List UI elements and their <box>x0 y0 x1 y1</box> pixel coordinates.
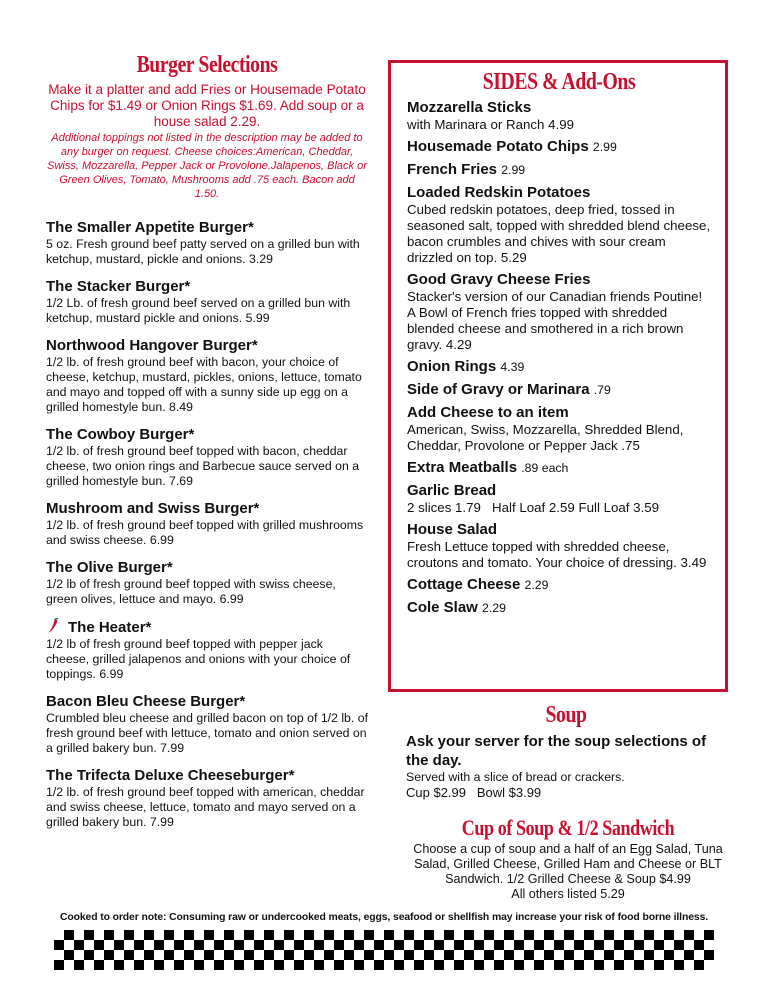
burger-item-title: Mushroom and Swiss Burger* <box>46 500 260 518</box>
soup-prices: Cup $2.99 Bowl $3.99 <box>406 785 542 801</box>
burger-item-name <box>46 337 368 355</box>
burger-item-desc-text: 1/2 lb. of fresh ground beef with bacon, your choice of cheese, ketchup, mustard, pickles, onions, lettuce, tomato and mayo and topped off with a sunny side up egg on a grilled homestyle bun. <box>46 355 362 415</box>
side-item <box>407 99 711 133</box>
burger-item-description <box>46 518 368 548</box>
burger-item-description <box>46 637 368 682</box>
combo-others-price: All others listed 5.29 <box>511 887 625 902</box>
combo-section-title: Cup of Soup & 1/2 Sandwich <box>461 815 675 840</box>
burger-item-price: 7.69 <box>169 474 193 489</box>
burger-item-price: 5.99 <box>245 311 270 326</box>
burger-item-name <box>46 219 368 237</box>
burger-item-desc-text: 1/2 Lb. of fresh ground beef served on a grilled bun with ketchup, mustard pickle and onions. <box>46 296 351 326</box>
side-item-description: with Marinara or Ranch 4.99 <box>407 117 575 133</box>
burger-item-price: 8.49 <box>169 400 193 415</box>
side-item-price: 2.99 <box>501 163 526 178</box>
side-item-title: Cottage Cheese <box>407 576 521 594</box>
side-item-title: Onion Rings <box>407 358 497 376</box>
side-item-title: Good Gravy Cheese Fries <box>407 271 591 289</box>
burger-item <box>46 337 368 415</box>
side-item-price: 2.29 <box>524 578 549 593</box>
burger-item-name <box>46 618 368 637</box>
combo-description: Choose a cup of soup and a half of an Egg Salad, Tuna Salad, Grilled Cheese, Grilled Ham and Cheese or BLT Sandwich. 1/2 Grilled Cheese & Soup $4.99 <box>413 842 723 887</box>
side-item-title: Add Cheese to an item <box>407 404 569 422</box>
side-item-title: Extra Meatballs <box>407 459 518 477</box>
burger-item-name <box>46 559 368 577</box>
burger-section <box>46 52 368 830</box>
side-item-title: Housemade Potato Chips <box>407 138 589 156</box>
side-item <box>407 521 711 571</box>
side-item-name <box>407 521 711 539</box>
burger-section-title: Burger Selections <box>136 52 278 78</box>
burger-item-price: 6.99 <box>219 592 244 607</box>
burger-item-title: Bacon Bleu Cheese Burger* <box>46 693 246 711</box>
side-item-title: Side of Gravy or Marinara <box>407 381 590 399</box>
side-item-price: 2.29 <box>482 601 506 616</box>
side-item <box>407 459 711 477</box>
burger-item <box>46 559 368 607</box>
burger-item <box>46 426 368 489</box>
burger-item-name <box>46 693 368 711</box>
burger-item <box>46 767 368 830</box>
burger-item <box>46 219 368 267</box>
side-item-title: French Fries <box>407 161 498 179</box>
soup-section-title: Soup <box>545 702 587 728</box>
side-item-description: Fresh Lettuce topped with shredded cheese, croutons and tomato. Your choice of dressing. 3.49 <box>407 539 707 571</box>
burger-platter-note: Make it a platter and add Fries or Housemade Potato Chips for $1.49 or Onion Rings $1.69. Add soup or a house salad 2.29. <box>48 82 366 130</box>
burger-item-price: 6.99 <box>149 533 174 548</box>
side-item-name <box>407 482 711 500</box>
side-item-name <box>407 271 711 289</box>
side-item <box>407 271 711 353</box>
burger-item-desc-text: 1/2 lb. of fresh ground beef topped with american, cheddar and swiss cheese, lettuce, tomato and mayo served on a grilled bakery bun. <box>46 785 365 830</box>
burger-item <box>46 500 368 548</box>
food-safety-note: Cooked to order note: Consuming raw or undercooked meats, eggs, seafood or shellfish may increase your risk of food borne illness. <box>59 912 709 923</box>
side-item-title: Loaded Redskin Potatoes <box>407 184 591 202</box>
burger-item-price: 6.99 <box>99 667 124 682</box>
side-item-title: House Salad <box>407 521 498 539</box>
burger-item-description <box>46 711 368 756</box>
side-item-price: 4.39 <box>500 360 525 375</box>
burger-item-desc-text: 1/2 lb of fresh ground beef topped with swiss cheese, green olives, lettuce and mayo. <box>46 577 336 607</box>
soup-section <box>406 702 726 801</box>
side-item-title: Mozzarella Sticks <box>407 99 532 117</box>
side-item <box>407 358 711 376</box>
combo-section <box>408 816 728 902</box>
side-item-title: Cole Slaw <box>407 599 478 617</box>
burger-item-title: The Heater* <box>68 619 152 637</box>
burger-item-description <box>46 577 368 607</box>
burger-item-title: Northwood Hangover Burger* <box>46 337 258 355</box>
side-item <box>407 482 711 516</box>
burger-item-name <box>46 278 368 296</box>
side-item-name <box>407 358 711 376</box>
burger-item-name <box>46 426 368 444</box>
soup-note: Served with a slice of bread or crackers. <box>406 770 625 785</box>
side-item-name <box>407 599 711 617</box>
burger-item-title: The Trifecta Deluxe Cheeseburger* <box>46 767 295 785</box>
sides-section-title: SIDES & Add-Ons <box>482 69 636 95</box>
side-item <box>407 381 711 399</box>
burger-item-name <box>46 500 368 518</box>
burger-item <box>46 278 368 326</box>
sides-list <box>407 99 714 617</box>
side-item-price: 2.99 <box>592 140 617 155</box>
side-item <box>407 184 714 266</box>
burger-item-desc-text: 5 oz. Fresh ground beef patty served on a grilled bun with ketchup, mustard, pickle and onions. <box>46 237 360 267</box>
burger-item-title: The Stacker Burger* <box>46 278 191 296</box>
burger-list <box>46 219 368 830</box>
side-item-name <box>407 184 711 202</box>
side-item-title: Garlic Bread <box>407 482 497 500</box>
side-item-name <box>407 138 711 156</box>
chili-pepper-icon <box>46 618 60 634</box>
burger-item-description <box>46 444 368 489</box>
burger-item <box>46 618 368 682</box>
sides-box <box>388 60 728 692</box>
side-item-name <box>407 576 711 594</box>
side-item-price: .79 <box>593 383 611 398</box>
side-item-name <box>407 99 711 117</box>
side-item-description: Stacker's version of our Canadian friends Poutine! A Bowl of French fries topped with shredded blended cheese and smothered in a rich brown gravy. 4.29 <box>407 289 706 353</box>
burger-toppings-note: Additional toppings not listed in the description may be added to any burger on request. Cheese choices:American, Cheddar, Swiss, Mozzarella, Pepper Jack or Provolone.Jalapenos, Black or Green Olives, Tomato, Mushrooms add .75 each. Bacon add 1.50. <box>47 132 367 201</box>
soup-headline: Ask your server for the soup selections of the day. <box>406 733 707 770</box>
side-item-name <box>407 161 711 179</box>
side-item <box>407 404 711 454</box>
burger-item-price: 3.29 <box>249 252 273 267</box>
burger-item-desc-text: 1/2 lb. of fresh ground beef topped with bacon, cheddar cheese, two onion rings and Barbecue sauce served on a grilled homestyle bun. <box>46 444 360 489</box>
side-item-name <box>407 381 711 399</box>
side-item <box>407 138 711 156</box>
burger-item-description <box>46 785 368 830</box>
side-item-description: 2 slices 1.79 Half Loaf 2.59 Full Loaf 3.59 <box>407 500 660 516</box>
sides-section <box>388 60 728 692</box>
side-item <box>407 161 711 179</box>
burger-item-title: The Olive Burger* <box>46 559 173 577</box>
burger-item-title: The Smaller Appetite Burger* <box>46 219 254 237</box>
side-item <box>407 599 711 617</box>
checkered-border <box>54 930 714 970</box>
burger-item-desc-text: 1/2 lb. of fresh ground beef topped with grilled mushrooms and swiss cheese. <box>46 518 364 548</box>
side-item <box>407 576 711 594</box>
burger-item-title: The Cowboy Burger* <box>46 426 195 444</box>
side-item-name <box>407 404 711 422</box>
burger-item-price: 7.99 <box>149 815 174 830</box>
burger-item-description <box>46 355 368 415</box>
side-item-description: American, Swiss, Mozzarella, Shredded Blend, Cheddar, Provolone or Pepper Jack .75 <box>407 422 688 454</box>
side-item-description: Cubed redskin potatoes, deep fried, tossed in seasoned salt, topped with shredded blend cheese, bacon crumbles and chives with sour cream drizzled on top. 5.29 <box>407 202 714 266</box>
burger-item-description <box>46 296 368 326</box>
burger-item-price: 7.99 <box>160 741 185 756</box>
burger-item <box>46 693 368 756</box>
burger-item-description <box>46 237 368 267</box>
side-item-name <box>407 459 711 477</box>
burger-item-desc-text: 1/2 lb of fresh ground beef topped with pepper jack cheese, grilled jalapenos and onions with your choice of toppings. <box>46 637 351 682</box>
burger-item-name <box>46 767 368 785</box>
side-item-price: .89 each <box>521 461 569 476</box>
burger-item-desc-text: Crumbled bleu cheese and grilled bacon on top of 1/2 lb. of fresh ground beef with lettuce, tomato and onion served on a grilled bakery bun. <box>46 711 368 756</box>
